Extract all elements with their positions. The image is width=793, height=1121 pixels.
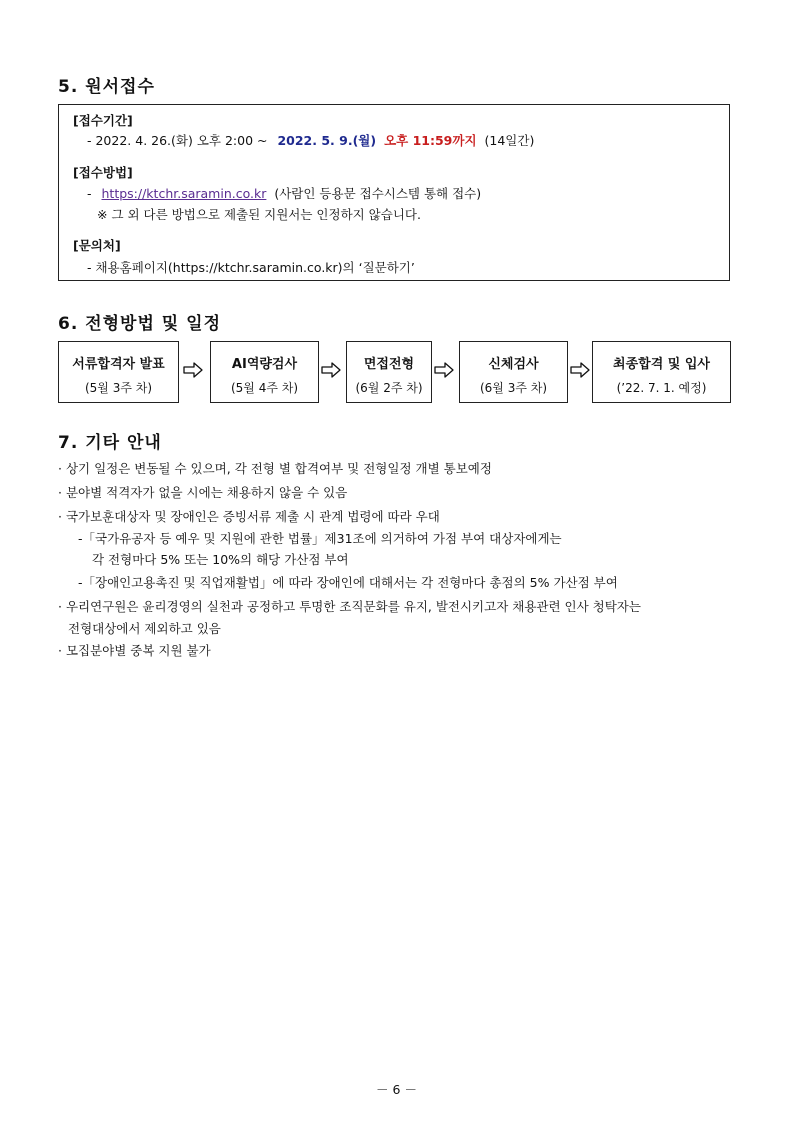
contact-heading: [문의처] [73, 238, 121, 253]
period-heading: [접수기간] [73, 113, 133, 128]
period-duration: (14일간) [484, 133, 535, 148]
notice-line: · 분야별 적격자가 없을 시에는 채용하지 않을 수 있음 [58, 485, 348, 500]
method-line [87, 184, 481, 202]
notice-line-continued: 전형대상에서 제외하고 있음 [68, 621, 221, 636]
section7-title: 7. 기타 안내 [58, 433, 162, 453]
hollow-right-arrow-icon [570, 362, 590, 378]
notice-line: · 국가보훈대상자 및 장애인은 증빙서류 제출 시 관계 법령에 따라 우대 [58, 509, 440, 524]
period-end-time: 오후 11:59까지 [384, 133, 477, 148]
period-end-date: 2022. 5. 9.(월) [277, 133, 377, 148]
step-name: 최종합격 및 입사 [613, 357, 710, 372]
step-date: (5월 3주 차) [84, 381, 153, 395]
contact-line: - 채용홈페이지(https://ktchr.saramin.co.kr)의 ‘질문하기’ [87, 260, 415, 275]
notice-subline: 각 전형마다 5% 또는 10%의 해당 가산점 부여 [92, 552, 349, 567]
saramin-link[interactable]: https://ktchr.saramin.co.kr [101, 186, 267, 201]
step-name: 서류합격자 발표 [72, 357, 165, 372]
section6-title: 6. 전형방법 및 일정 [58, 314, 221, 334]
step-name: 면접전형 [363, 357, 415, 372]
section5-title: 5. 원서접수 [58, 77, 155, 97]
step-date: (5월 4주 차) [230, 381, 299, 395]
method-heading: [접수방법] [73, 165, 133, 180]
step-date: (6월 3주 차) [479, 381, 548, 395]
method-dash: - [87, 186, 92, 201]
step-document [58, 341, 179, 403]
hollow-right-arrow-icon [321, 362, 341, 378]
step-name: 신체검사 [488, 357, 539, 372]
period-line [87, 131, 534, 149]
notice-line: · 상기 일정은 변동될 수 있으며, 각 전형 별 합격여부 및 전형일정 개별 통보예정 [58, 461, 492, 476]
step-name: AI역량검사 [231, 357, 298, 372]
application-info-box [58, 104, 730, 281]
step-interview [346, 341, 432, 403]
notice-subline: -「장애인고용촉진 및 직업재활법」에 따라 장애인에 대해서는 각 전형마다 총점의 5% 가산점 부여 [78, 575, 618, 590]
notice-line: · 우리연구원은 윤리경영의 실천과 공정하고 투명한 조직문화를 유지, 발전시키고자 채용관련 인사 청탁자는 [58, 599, 641, 614]
notice-subline: -「국가유공자 등 예우 및 지원에 관한 법률」제31조에 의거하여 가점 부여 대상자에게는 [78, 531, 562, 546]
step-medical-check [459, 341, 568, 403]
method-url-note: (사람인 등용문 접수시스템 통해 접수) [274, 186, 482, 201]
page-number: － 6 － [376, 1082, 417, 1097]
method-note: ※ 그 외 다른 방법으로 제출된 지원서는 인정하지 않습니다. [97, 207, 421, 222]
notice-line: · 모집분야별 중복 지원 불가 [58, 643, 211, 658]
step-date: (6월 2주 차) [355, 381, 423, 395]
period-start: - 2022. 4. 26.(화) 오후 2:00 ~ [87, 133, 268, 148]
hollow-right-arrow-icon [183, 362, 203, 378]
step-date: (’22. 7. 1. 예정) [616, 381, 707, 395]
step-ai-test [210, 341, 319, 403]
hollow-right-arrow-icon [434, 362, 454, 378]
step-final-hire [592, 341, 731, 403]
